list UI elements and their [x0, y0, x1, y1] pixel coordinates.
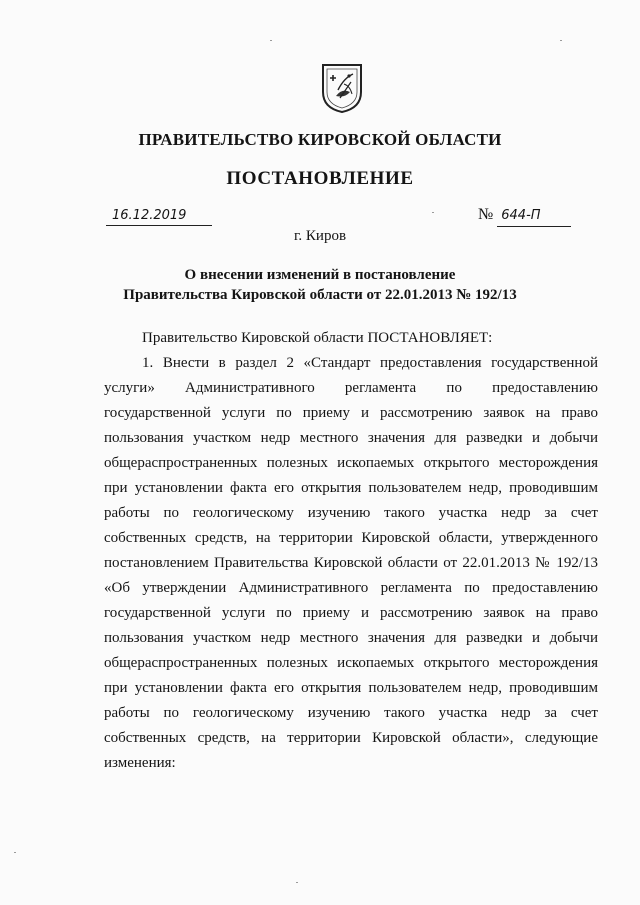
scan-speck [296, 882, 298, 883]
subject-line-2: Правительства Кировской области от 22.01.2013 № 192/13 [123, 287, 517, 303]
item-1-paragraph: 1. Внести в раздел 2 «Стандарт предоставления государственной услуги» Административного регламента по предоставлению государственной услуги по приему и рассмотрению заявок на право пользования участком недр местного значения для разведки и добычи общераспространенных полезных ископаемых открытого месторождения при установлении факта его открытия пользователем недр, проводившим работы по геологическому изучению такого участка недр за счет собственных средств, на территории Кировской области, утвержденного постановлением Правительства Кировской области от 22.01.2013 № 192/13 «Об утверждении Административного регламента по предоставлению государственной услуги по приему и рассмотрению заявок на право пользования участком недр местного значения для разведки и добычи общераспространенных полезных ископаемых открытого месторождения при установлении факта его открытия пользователем недр, проводившим работы по геологическому изучению такого участка недр за счет собственных средств, на территории Кировской области», следующие изменения: [104, 355, 598, 771]
city: г. Киров [293, 228, 347, 244]
kirov-coat-of-arms-icon [320, 62, 364, 114]
scan-speck [14, 852, 16, 853]
document-type: ПОСТАНОВЛЕНИЕ [226, 168, 414, 189]
government-title: ПРАВИТЕЛЬСТВО КИРОВСКОЙ ОБЛАСТИ [138, 130, 502, 149]
document-body [104, 326, 598, 776]
number-sign: № [478, 206, 494, 223]
preamble-paragraph: Правительство Кировской области ПОСТАНОВЛЯЕТ: [142, 330, 493, 346]
document-date: 16.12.2019 [106, 207, 212, 226]
scan-speck [270, 40, 272, 41]
document-number-block [478, 205, 571, 227]
document-subject [0, 265, 640, 305]
document-number: 644-П [497, 206, 571, 227]
scan-speck [432, 212, 434, 213]
subject-line-1: О внесении изменений в постановление [184, 267, 456, 283]
scan-speck [560, 40, 562, 41]
